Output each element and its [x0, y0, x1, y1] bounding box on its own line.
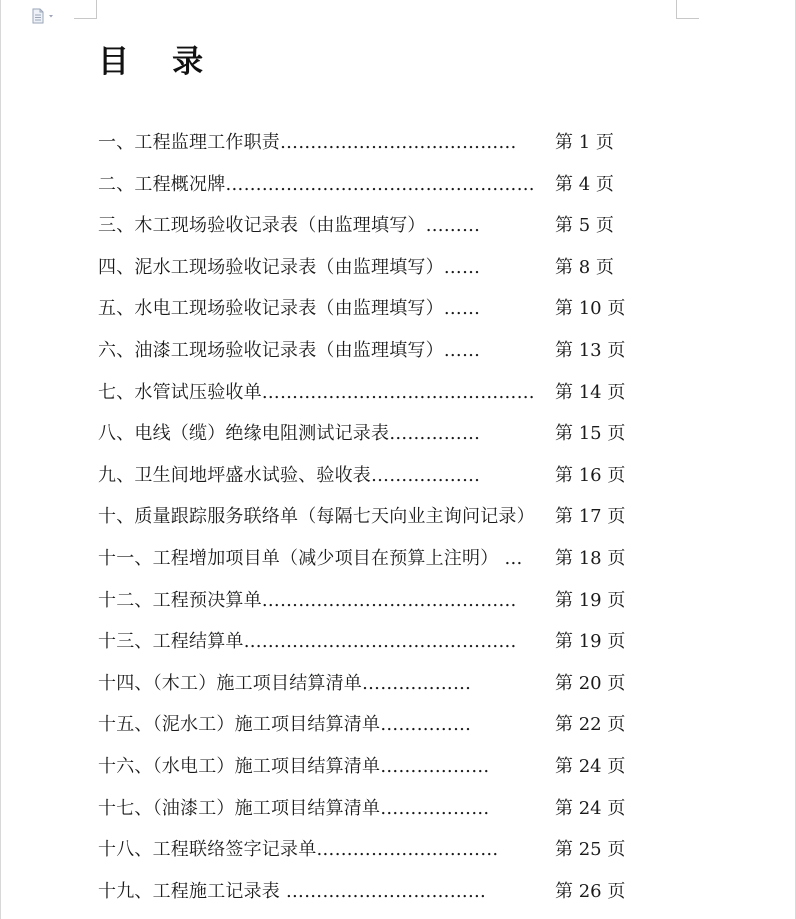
- toc-row: [98, 663, 638, 705]
- toc-entry-text: 四、泥水工现场验收记录表（由监理填写）……: [98, 256, 481, 278]
- toc-row: [98, 538, 638, 580]
- toc-row: [98, 372, 638, 414]
- toc-entry-text: 十一、工程增加项目单（减少项目在预算上注明） …: [98, 547, 523, 569]
- toc-page-number: 第 1 页: [555, 132, 614, 153]
- document-icon: [30, 8, 58, 24]
- toc-row: [98, 496, 638, 538]
- toc-page-number: 第 20 页: [555, 672, 626, 694]
- toc-entry-text: 八、电线（缆）绝缘电阻测试记录表……………: [98, 423, 481, 445]
- toc-row: [98, 164, 638, 206]
- toc-entry-text: 十三、工程结算单………………………………………: [98, 631, 517, 653]
- toc-row: [98, 829, 638, 871]
- document-menu-button[interactable]: [30, 8, 58, 24]
- toc-page-number: 第 24 页: [555, 797, 626, 819]
- toc-row: [98, 455, 638, 497]
- toc-page-number: 第 17 页: [555, 506, 626, 528]
- toc-entry-text: 七、水管试压验收单………………………………………: [98, 381, 535, 403]
- document-title: 目 录: [98, 44, 204, 80]
- table-of-contents: [98, 122, 638, 912]
- toc-row: [98, 704, 638, 746]
- toc-row: [98, 413, 638, 455]
- toc-entry-text: 六、油漆工现场验收记录表（由监理填写）……: [98, 339, 481, 361]
- toc-row: [98, 330, 638, 372]
- toc-entry-text: 一、工程监理工作职责…………………………………: [98, 132, 517, 153]
- toc-entry-text: 十五、（泥水工）施工项目结算清单……………: [98, 714, 472, 736]
- toc-entry-text: 十七、（油漆工）施工项目结算清单………………: [98, 797, 490, 819]
- page-left-edge: [0, 0, 1, 919]
- toc-page-number: 第 10 页: [555, 298, 626, 320]
- margin-corner-mark-left: [74, 0, 97, 19]
- toc-row: [98, 580, 638, 622]
- toc-page-number: 第 15 页: [555, 423, 626, 445]
- toc-entry-text: 二、工程概况牌……………………………………………: [98, 173, 535, 195]
- toc-page-number: 第 19 页: [555, 631, 626, 653]
- toc-entry-text: 三、木工现场验收记录表（由监理填写）………: [98, 215, 481, 237]
- toc-page-number: 第 8 页: [555, 256, 614, 278]
- toc-entry-text: 十八、工程联络签字记录单…………………………: [98, 839, 499, 861]
- toc-page-number: 第 14 页: [555, 381, 626, 403]
- toc-entry-text: 五、水电工现场验收记录表（由监理填写）……: [98, 298, 481, 320]
- toc-page-number: 第 19 页: [555, 589, 626, 611]
- toc-row: [98, 621, 638, 663]
- toc-page-number: 第 25 页: [555, 839, 626, 861]
- toc-page-number: 第 5 页: [555, 215, 614, 237]
- toc-row: [98, 205, 638, 247]
- toc-row: [98, 122, 638, 164]
- toc-entry-text: 十二、工程预决算单……………………………………: [98, 589, 517, 611]
- toc-entry-text: 九、卫生间地坪盛水试验、验收表………………: [98, 464, 481, 486]
- toc-page-number: 第 16 页: [555, 464, 626, 486]
- toc-page-number: 第 13 页: [555, 339, 626, 361]
- toc-page-number: 第 22 页: [555, 714, 626, 736]
- toc-row: [98, 746, 638, 788]
- toc-page-number: 第 24 页: [555, 755, 626, 777]
- toc-page-number: 第 4 页: [555, 173, 614, 195]
- toc-row: [98, 288, 638, 330]
- toc-entry-text: 十九、工程施工记录表 ……………………………: [98, 880, 487, 902]
- toc-row: [98, 788, 638, 830]
- toc-page-number: 第 18 页: [555, 547, 626, 569]
- margin-corner-mark-right: [676, 0, 699, 19]
- toc-page-number: 第 26 页: [555, 880, 626, 902]
- toc-entry-text: 十四、（木工）施工项目结算清单………………: [98, 672, 472, 694]
- toc-entry-text: 十六、（水电工）施工项目结算清单………………: [98, 755, 490, 777]
- toc-entry-text: 十、质量跟踪服务联络单（每隔七天向业主询问记录）: [98, 506, 535, 528]
- toc-row: [98, 871, 638, 913]
- toc-row: [98, 247, 638, 289]
